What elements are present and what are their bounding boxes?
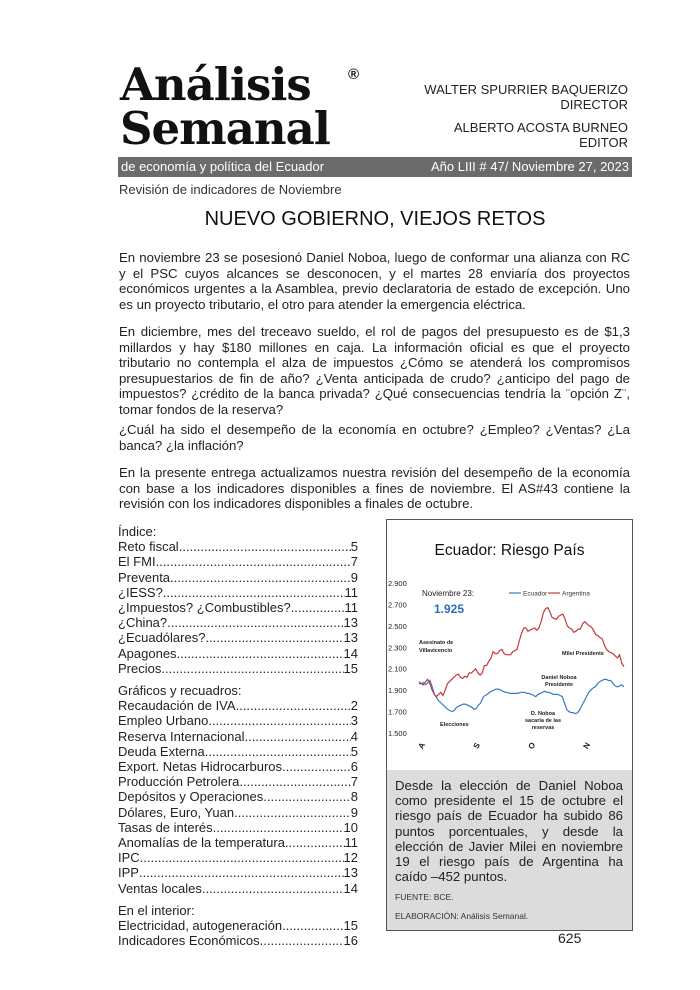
y-tick-label: 1.500 bbox=[388, 729, 407, 738]
toc-entry-title: Dólares, Euro, Yuan bbox=[118, 804, 235, 820]
paragraph-1: En noviembre 23 se posesionó Daniel Noboa, luego de conformar una alianza con RC y el PSC cuyos alcances se desconocen, y el martes 28 enviaría dos proyectos económicos urgentes a la Asamblea, previo declaratoria de estado de excepción. Uno es un proyecto tributario, el otro para atender la emergencia eléctrica. bbox=[119, 250, 630, 312]
toc-leader-dots bbox=[161, 661, 343, 676]
legend-label-argentina: Argentina bbox=[562, 590, 590, 598]
toc-entry bbox=[118, 630, 358, 645]
toc-entry-page: 12 bbox=[343, 850, 358, 866]
toc-entry bbox=[118, 744, 358, 759]
director-role: DIRECTOR bbox=[560, 97, 628, 112]
toc-entry-title: ¿China? bbox=[118, 615, 168, 631]
toc-leader-dots bbox=[167, 615, 343, 630]
toc-entry-page: 4 bbox=[350, 728, 358, 744]
editor-block bbox=[454, 120, 628, 150]
chart-caption: Desde la elección de Daniel Noboa como presidente el 15 de octubre el riesgo país de Ecuador ha subido 86 puntos porcentuales, y desde la elección de Javier Milei en noviembre 19 el riesgo país de Argentina ha caído –452 puntos. bbox=[395, 778, 623, 885]
toc-entry-page: 14 bbox=[343, 880, 358, 896]
index-list bbox=[118, 539, 358, 676]
toc-entry-title: Apagones bbox=[118, 645, 177, 661]
y-tick-label: 2.300 bbox=[388, 643, 407, 653]
toc-entry-page: 3 bbox=[350, 713, 358, 729]
toc-leader-dots bbox=[291, 600, 345, 615]
y-tick-label: 1.700 bbox=[388, 707, 407, 717]
chart-title: Ecuador: Riesgo País bbox=[434, 542, 585, 559]
legend-label-ecuador: Ecuador bbox=[523, 590, 548, 598]
toc-leader-dots bbox=[205, 630, 343, 645]
chart-elaboration: ELABORACIÓN: Análisis Semanal. bbox=[395, 911, 529, 921]
index-title: Índice: bbox=[118, 524, 157, 539]
toc-entry bbox=[118, 554, 358, 569]
toc-leader-dots bbox=[179, 539, 351, 554]
toc-entry bbox=[118, 805, 358, 820]
issue-date: Año LIII # 47/ Noviembre 27, 2023 bbox=[430, 159, 629, 174]
toc-entry-page: 13 bbox=[343, 865, 358, 881]
series-line-ecuador bbox=[419, 679, 624, 713]
toc-entry bbox=[118, 539, 358, 554]
toc-entry-title: El FMI bbox=[118, 554, 156, 570]
toc-entry bbox=[118, 698, 358, 713]
registered-mark: ® bbox=[348, 66, 360, 83]
toc-leader-dots bbox=[140, 850, 344, 865]
toc-entry bbox=[118, 600, 358, 615]
toc-entry-title: ¿Impuestos? ¿Combustibles? bbox=[118, 600, 291, 616]
toc-entry-title: Tasas de interés bbox=[118, 819, 213, 835]
director-block bbox=[424, 82, 628, 112]
interior-title: En el interior: bbox=[118, 902, 195, 918]
y-tick-label: 2.700 bbox=[388, 600, 407, 610]
toc-entry bbox=[118, 729, 358, 744]
toc-leader-dots bbox=[282, 918, 343, 933]
toc-entry-page: 7 bbox=[350, 774, 358, 790]
toc-leader-dots bbox=[244, 729, 350, 744]
annotation-noboa-president: Daniel Noboa bbox=[541, 675, 577, 681]
toc-entry-title: Electricidad, autogeneración bbox=[118, 918, 283, 934]
toc-leader-dots bbox=[285, 835, 345, 850]
toc-entry bbox=[118, 933, 358, 948]
x-tick-label: S bbox=[471, 741, 483, 751]
toc-entry bbox=[118, 835, 358, 850]
toc-entry bbox=[118, 585, 358, 600]
toc-entry bbox=[118, 774, 358, 789]
toc-entry bbox=[118, 661, 358, 676]
toc-entry-title: ¿IESS? bbox=[118, 584, 163, 600]
toc-entry-title: Deuda Externa bbox=[118, 743, 205, 759]
toc-entry-title: Producción Petrolera bbox=[118, 774, 240, 790]
toc-entry bbox=[118, 646, 358, 661]
toc-entry-title: Indicadores Económicos bbox=[118, 933, 260, 949]
paragraph-4: En la presente entrega actualizamos nuestra revisión del desempeño de la economía con base a los indicadores disponibles a fines de noviembre. El AS#43 contiene la revisión con los indicadores disponibles a finales de octubre. bbox=[119, 465, 630, 511]
toc-entry bbox=[118, 570, 358, 585]
toc-leader-dots bbox=[177, 646, 344, 661]
y-tick-label: 2.500 bbox=[388, 621, 407, 631]
toc-entry-title: Precios bbox=[118, 660, 162, 676]
editor-role: EDITOR bbox=[579, 135, 628, 150]
x-tick-label: A bbox=[416, 740, 428, 751]
chart-source: FUENTE: BCE. bbox=[395, 892, 454, 902]
toc-entry-page: 5 bbox=[350, 539, 358, 555]
director-name: WALTER SPURRIER BAQUERIZO bbox=[424, 82, 628, 97]
toc-entry bbox=[118, 759, 358, 774]
table-of-contents bbox=[118, 524, 358, 948]
annotation-nov23-value: 1.925 bbox=[434, 602, 465, 616]
annotation-villavicencio: Villavicencio bbox=[419, 648, 453, 654]
toc-entry-title: Recaudación de IVA bbox=[118, 698, 236, 714]
logo-line2: Semanal bbox=[120, 102, 330, 155]
toc-leader-dots bbox=[239, 774, 350, 789]
toc-entry-title: Preventa bbox=[118, 569, 171, 585]
paragraph-2: En diciembre, mes del treceavo sueldo, el rol de pagos del presupuesto es de $1,3 millardos y hay $180 millones en caja. La información oficial es que el proyecto tributario no contempla el alza de impuestos ¿Cómo se atenderá los compromisos presupuestarios de fin de año? ¿Venta anticipada de crudo? ¿anticipo del pago de impuestos? ¿crédito de la banca privada? ¿Qué consecuencias tendría la ¨opción Z¨, tomar fondos de la reserva? bbox=[119, 324, 630, 417]
annotation-elecciones: Elecciones bbox=[440, 722, 469, 728]
y-tick-label: 2.900 bbox=[388, 579, 407, 588]
annotation-noboa-president: Presidente bbox=[544, 682, 574, 688]
toc-leader-dots bbox=[213, 820, 344, 835]
annotation-noboa-reserves: sacaria de las bbox=[524, 718, 562, 724]
toc-entry bbox=[118, 865, 358, 880]
toc-leader-dots bbox=[202, 881, 344, 896]
toc-leader-dots bbox=[263, 789, 351, 804]
toc-leader-dots bbox=[234, 805, 351, 820]
toc-entry bbox=[118, 820, 358, 835]
toc-entry-page: 14 bbox=[343, 645, 358, 661]
paragraph-3: ¿Cuál ha sido el desempeño de la economía en octubre? ¿Empleo? ¿Ventas? ¿La banca? ¿la inflación? bbox=[119, 422, 630, 453]
toc-entry-title: Empleo Urbano bbox=[118, 713, 209, 729]
toc-entry-title: IPP bbox=[118, 865, 139, 881]
toc-entry-page: 6 bbox=[350, 759, 358, 775]
toc-entry-page: 13 bbox=[343, 615, 358, 631]
toc-entry bbox=[118, 615, 358, 630]
toc-entry-page: 9 bbox=[350, 804, 358, 820]
toc-entry bbox=[118, 713, 358, 728]
x-tick-label: N bbox=[581, 740, 593, 751]
toc-entry-title: ¿Ecuadólares? bbox=[118, 630, 206, 646]
x-tick-label: O bbox=[526, 740, 538, 751]
tagline: de economía y política del Ecuador bbox=[121, 159, 325, 174]
section-label: Revisión de indicadores de Noviembre bbox=[119, 182, 342, 197]
toc-entry-title: Export. Netas Hidrocarburos bbox=[118, 759, 283, 775]
charts-list bbox=[118, 698, 358, 896]
toc-leader-dots bbox=[260, 933, 344, 948]
risk-chart-box bbox=[386, 519, 633, 931]
headline: NUEVO GOBIERNO, VIEJOS RETOS bbox=[204, 208, 546, 230]
toc-entry bbox=[118, 789, 358, 804]
annotation-noboa-reserves: D. Noboa bbox=[530, 711, 556, 717]
annotation-noboa-reserves: reservas bbox=[531, 725, 555, 731]
toc-entry-page: 13 bbox=[343, 630, 358, 646]
editor-name: ALBERTO ACOSTA BURNEO bbox=[453, 120, 628, 135]
toc-entry bbox=[118, 881, 358, 896]
toc-entry-page: 15 bbox=[343, 918, 358, 934]
toc-entry-page: 7 bbox=[350, 554, 358, 570]
toc-entry bbox=[118, 850, 358, 865]
toc-entry-page: 16 bbox=[343, 933, 358, 949]
charts-title: Gráficos y recuadros: bbox=[118, 683, 242, 699]
toc-entry-page: 11 bbox=[344, 584, 358, 600]
toc-entry-page: 11 bbox=[344, 600, 358, 616]
toc-entry-title: IPC bbox=[118, 850, 140, 866]
toc-entry-page: 11 bbox=[344, 835, 358, 851]
toc-entry-title: Ventas locales bbox=[118, 880, 202, 896]
annotation-milei: Milei Presidente bbox=[562, 651, 604, 657]
toc-entry-page: 15 bbox=[343, 660, 358, 676]
annotation-villavicencio: Asesinato de bbox=[419, 640, 454, 646]
y-tick-label: 2.100 bbox=[388, 664, 407, 674]
toc-entry-title: Anomalías de la temperatura bbox=[118, 835, 285, 851]
toc-leader-dots bbox=[139, 865, 344, 880]
toc-leader-dots bbox=[236, 698, 351, 713]
risk-line-chart bbox=[387, 575, 632, 770]
toc-entry-title: Reto fiscal bbox=[118, 539, 179, 555]
publication-logo bbox=[120, 58, 370, 155]
interior-list bbox=[118, 918, 358, 948]
toc-leader-dots bbox=[282, 759, 351, 774]
annotation-nov23-label: Noviembre 23: bbox=[422, 589, 475, 598]
toc-entry-title: Depósitos y Operaciones bbox=[118, 789, 264, 805]
toc-leader-dots bbox=[156, 554, 351, 569]
logo-line1: Análisis bbox=[120, 58, 311, 111]
toc-entry-title: Reserva Internacional bbox=[118, 728, 245, 744]
toc-entry-page: 8 bbox=[350, 789, 358, 805]
toc-entry-page: 9 bbox=[350, 569, 358, 585]
toc-leader-dots bbox=[205, 744, 351, 759]
toc-entry-page: 2 bbox=[350, 698, 358, 714]
toc-entry-page: 10 bbox=[343, 819, 358, 835]
toc-leader-dots bbox=[163, 585, 345, 600]
chart-caption-box bbox=[387, 770, 632, 930]
toc-entry-page: 5 bbox=[350, 743, 358, 759]
toc-entry bbox=[118, 918, 358, 933]
page-number: 625 bbox=[558, 930, 582, 946]
masthead-band bbox=[118, 157, 632, 177]
toc-leader-dots bbox=[208, 713, 350, 728]
y-tick-label: 1.900 bbox=[388, 686, 407, 696]
toc-leader-dots bbox=[170, 570, 351, 585]
